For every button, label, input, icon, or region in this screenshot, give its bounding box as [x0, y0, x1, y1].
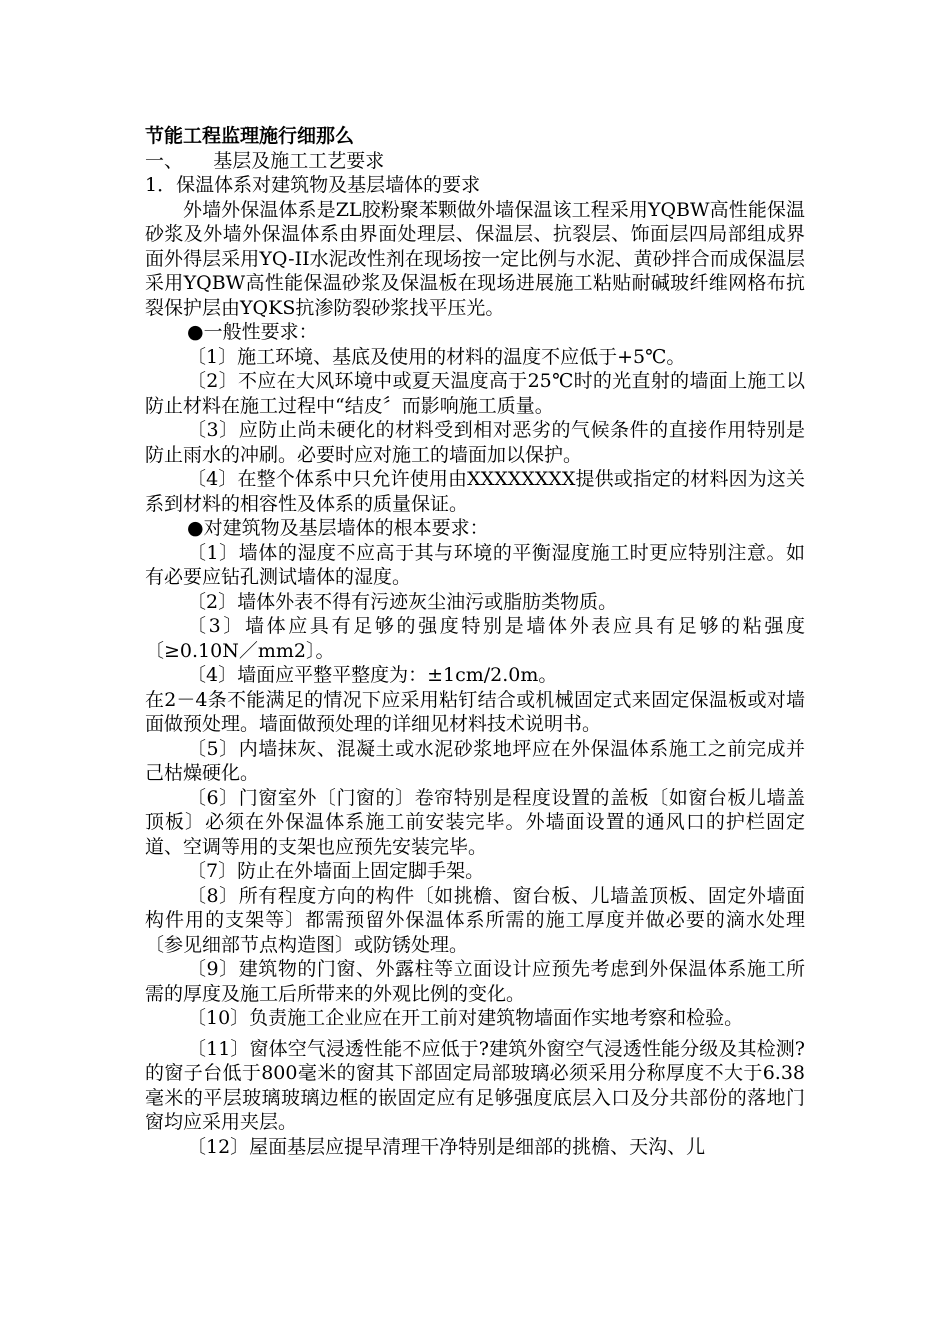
requirement-item: 〔5〕内墙抹灰、混凝土或水泥砂浆地坪应在外保温体系施工之前完成并己枯燥硬化。	[145, 737, 805, 784]
basic-requirements-heading: ●对建筑物及基层墙体的根本要求：	[187, 517, 489, 539]
subsection-heading: 1．保温体系对建筑物及基层墙体的要求	[145, 174, 481, 196]
general-item: 〔4〕在整个体系中只允许使用由XXXXXXXX提供或指定的材料因为这关系到材料的相容性及体系的质量保证。	[145, 468, 805, 515]
document-body	[145, 124, 805, 1159]
basic-item: 〔1〕墙体的湿度不应高于其与环境的平衡湿度施工时更应特别注意。如有必要应钻孔测试墙体的湿度。	[145, 541, 805, 588]
requirement-item: 〔11〕窗体空气浸透性能不应低于?建筑外窗空气浸透性能分级及其检测?的窗子台低于800毫米的窗其下部固定局部玻璃必须采用分称厚度不大于6.38毫米的平层玻璃玻璃边框的嵌固定应有足够强度底层入口及分共部份的落地门窗均应采用夹层。	[145, 1037, 805, 1133]
intro-paragraph: 外墙外保温体系是ZL胶粉聚苯颗做外墙保温该工程采用YQBW高性能保温砂浆及外墙外保温体系由界面处理层、保温层、抗裂层、饰面层四局部组成界面外得层采用YQ-II水泥改性剂在现场按一定比例与水泥、黄砂拌合而成保温层采用YQBW高性能保温砂浆及保温板在现场进展施工粘贴耐碱玻纤维网格布抗裂保护层由YQKS抗渗防裂砂浆找平压光。	[145, 198, 805, 319]
requirement-item: 〔10〕负责施工企业应在开工前对建筑物墙面作实地考察和检验。	[187, 1007, 744, 1029]
requirement-item: 〔12〕屋面基层应提早清理干净特别是细部的挑檐、天沟、儿	[187, 1135, 706, 1158]
document-title: 节能工程监理施行细那么	[145, 125, 355, 147]
requirement-item: 〔7〕防止在外墙面上固定脚手架。	[187, 860, 485, 882]
requirement-item: 〔9〕建筑物的门窗、外露柱等立面设计应预先考虑到外保温体系施工所需的厚度及施工后所带来的外观比例的变化。	[145, 958, 805, 1005]
basic-item: 〔3〕墙体应具有足够的强度特别是墙体外表应具有足够的粘强度〔≥0.10N／mm2〕。	[145, 615, 805, 662]
section-heading: 一、 基层及施工工艺要求	[145, 149, 385, 172]
basic-item: 〔2〕墙体外表不得有污迹灰尘油污或脂肪类物质。	[187, 590, 618, 613]
general-item: 〔2〕不应在大风环境中或夏天温度高于25℃时的光直射的墙面上施工以防止材料在施工过程中“结皮〞而影响施工质量。	[145, 370, 805, 417]
requirement-item: 〔6〕门窗室外〔门窗的〕卷帘特别是程度设置的盖板〔如窗台板儿墙盖顶板〕必须在外保温体系施工前安装完毕。外墙面设置的通风口的护栏固定道、空调等用的支架也应预先安装完毕。	[145, 786, 805, 858]
basic-item: 〔4〕墙面应平整平整度为：±1cm/2.0m。	[187, 664, 558, 686]
general-requirements-heading: ●一般性要求：	[187, 321, 318, 343]
requirement-item: 〔8〕所有程度方向的构件〔如挑檐、窗台板、儿墙盖顶板、固定外墙面构件用的支架等〕都需预留外保温体系所需的施工厚度并做必要的滴水处理〔参见细部节点构造图〕或防锈处理。	[145, 884, 805, 956]
note-paragraph: 在2－4条不能满足的情况下应采用粘钉结合或机械固定式来固定保温板或对墙面做预处理。墙面做预处理的详细见材料技术说明书。	[145, 688, 805, 735]
general-item: 〔3〕应防止尚未硬化的材料受到相对恶劣的气候条件的直接作用特别是防止雨水的冲刷。必要时应对施工的墙面加以保护。	[145, 419, 805, 466]
general-item: 〔1〕施工环境、基底及使用的材料的温度不应低于+5℃。	[187, 345, 686, 368]
